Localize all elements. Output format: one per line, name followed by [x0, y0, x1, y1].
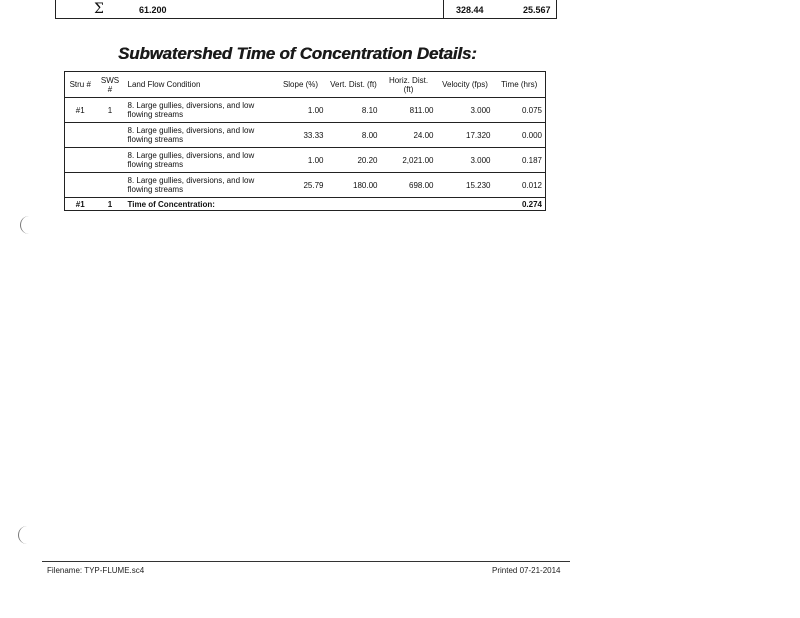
table-row — [65, 123, 546, 148]
footer-printed-date: Printed 07-21-2014 — [492, 566, 561, 575]
cell-stru — [65, 173, 96, 198]
cell-sws — [96, 123, 125, 148]
header-time: Time (hrs) — [494, 72, 546, 98]
header-sws: SWS # — [96, 72, 125, 98]
cell-slope: 1.00 — [275, 148, 327, 173]
cell-sws — [96, 173, 125, 198]
cell-vert: 8.00 — [327, 123, 381, 148]
summary-col3-total: 25.567 — [523, 5, 551, 15]
cell-sws — [96, 148, 125, 173]
cell-slope: 33.33 — [275, 123, 327, 148]
cell-vert: 180.00 — [327, 173, 381, 198]
cell-velocity: 15.230 — [437, 173, 494, 198]
cell-horiz: 2,021.00 — [381, 148, 437, 173]
cell-stru: #1 — [65, 98, 96, 123]
table-row — [65, 148, 546, 173]
tc-details-table — [64, 71, 546, 211]
cell-condition: 8. Large gullies, diversions, and low flowing streams — [125, 148, 275, 173]
total-label: Time of Concentration: — [125, 198, 494, 211]
cell-time: 0.012 — [494, 173, 546, 198]
footer-filename: Filename: TYP-FLUME.sc4 — [47, 566, 145, 575]
header-slope: Slope (%) — [275, 72, 327, 98]
footer-divider — [42, 561, 570, 562]
summary-divider — [443, 0, 444, 18]
cell-slope: 1.00 — [275, 98, 327, 123]
cell-velocity: 17.320 — [437, 123, 494, 148]
total-stru: #1 — [65, 198, 96, 211]
cell-slope: 25.79 — [275, 173, 327, 198]
cell-horiz: 811.00 — [381, 98, 437, 123]
header-condition: Land Flow Condition — [125, 72, 275, 98]
total-value: 0.274 — [494, 198, 546, 211]
cell-time: 0.187 — [494, 148, 546, 173]
scan-mark — [18, 526, 29, 544]
cell-time: 0.000 — [494, 123, 546, 148]
cell-vert: 20.20 — [327, 148, 381, 173]
total-row — [65, 198, 546, 211]
total-sws: 1 — [96, 198, 125, 211]
cell-horiz: 698.00 — [381, 173, 437, 198]
cell-horiz: 24.00 — [381, 123, 437, 148]
cell-vert: 8.10 — [327, 98, 381, 123]
summary-row — [55, 0, 557, 19]
sigma-symbol: Σ — [94, 1, 104, 17]
header-horiz: Horiz. Dist. (ft) — [381, 72, 437, 98]
section-title: Subwatershed Time of Concentration Details: — [118, 44, 477, 63]
cell-condition: 8. Large gullies, diversions, and low flowing streams — [125, 98, 275, 123]
cell-condition: 8. Large gullies, diversions, and low flowing streams — [125, 173, 275, 198]
cell-velocity: 3.000 — [437, 98, 494, 123]
table-row — [65, 173, 546, 198]
summary-col2-total: 328.44 — [456, 5, 484, 15]
table-header-row — [65, 72, 546, 98]
summary-area-total: 61.200 — [139, 5, 167, 15]
scan-mark — [20, 216, 31, 234]
cell-time: 0.075 — [494, 98, 546, 123]
table-row — [65, 98, 546, 123]
cell-condition: 8. Large gullies, diversions, and low flowing streams — [125, 123, 275, 148]
cell-stru — [65, 148, 96, 173]
header-vert: Vert. Dist. (ft) — [327, 72, 381, 98]
header-stru: Stru # — [65, 72, 96, 98]
cell-stru — [65, 123, 96, 148]
cell-velocity: 3.000 — [437, 148, 494, 173]
header-velocity: Velocity (fps) — [437, 72, 494, 98]
cell-sws: 1 — [96, 98, 125, 123]
